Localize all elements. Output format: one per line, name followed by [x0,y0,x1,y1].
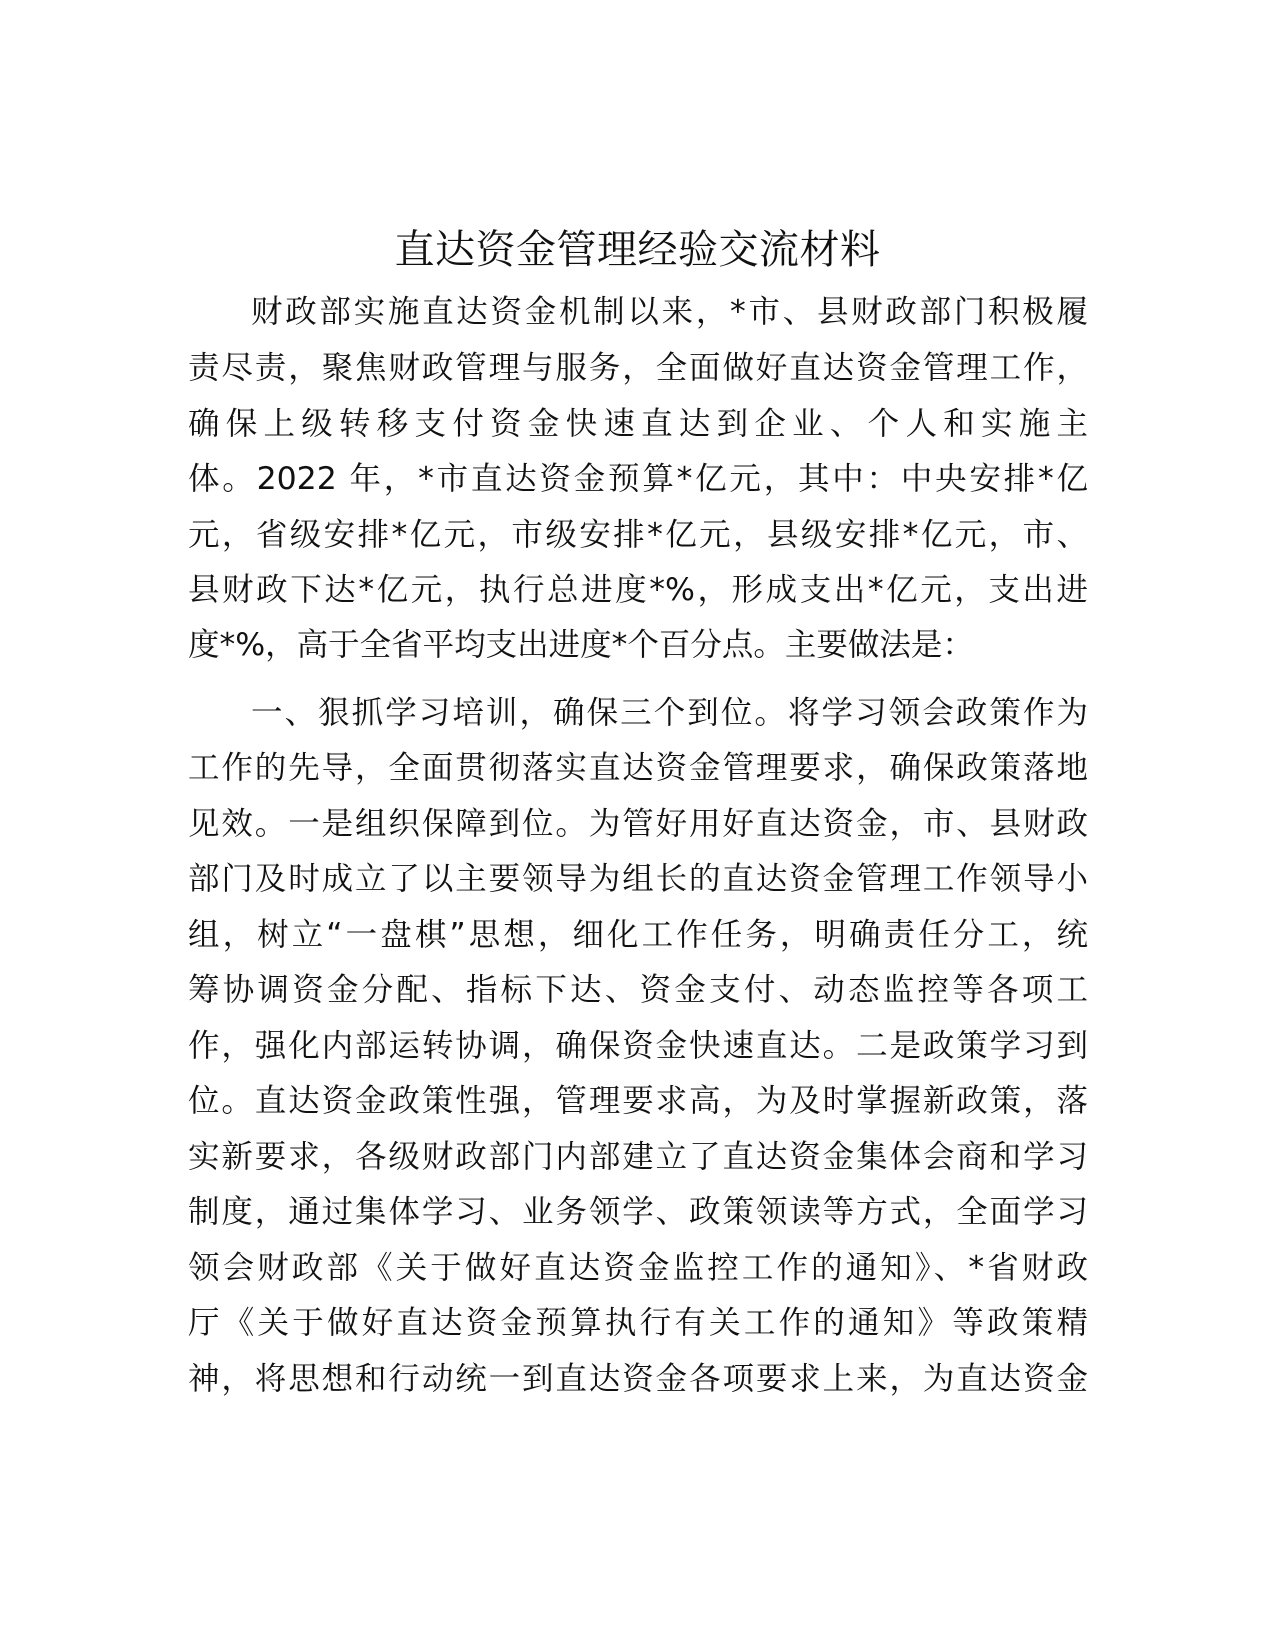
paragraph-1-line-4: 体。2022 年，*市直达资金预算*亿元，其中：中央安排*亿 [188,461,1088,497]
paragraph-2-line-11: 领会财政部《关于做好直达资金监控工作的通知》、*省财政 [188,1250,1088,1286]
paragraph-1-line-3: 确保上级转移支付资金快速直达到企业、个人和实施主 [188,406,1088,442]
paragraph-2-line-6: 筹协调资金分配、指标下达、资金支付、动态监控等各项工 [188,972,1088,1008]
paragraph-2-line-2: 工作的先导，全面贯彻落实直达资金管理要求，确保政策落地 [188,750,1088,786]
paragraph-2-line-7: 作，强化内部运转协调，确保资金快速直达。二是政策学习到 [188,1028,1088,1064]
paragraph-1-line-5: 元，省级安排*亿元，市级安排*亿元，县级安排*亿元，市、 [188,517,1088,553]
paragraph-2-line-5: 组，树立“一盘棋”思想，细化工作任务，明确责任分工，统 [188,917,1088,953]
paragraph-1-line-1: 财政部实施直达资金机制以来，*市、县财政部门积极履 [251,294,1088,330]
paragraph-1-line-2: 责尽责，聚焦财政管理与服务，全面做好直达资金管理工作， [188,350,1088,386]
paragraph-2-line-13: 神，将思想和行动统一到直达资金各项要求上来，为直达资金 [188,1361,1088,1397]
paragraph-2-line-9: 实新要求，各级财政部门内部建立了直达资金集体会商和学习 [188,1139,1088,1175]
document-title: 直达资金管理经验交流材料 [394,227,881,273]
paragraph-2-line-1: 一、狠抓学习培训，确保三个到位。将学习领会政策作为 [251,695,1088,731]
paragraph-2-line-12: 厅《关于做好直达资金预算执行有关工作的通知》等政策精 [188,1305,1088,1341]
paragraph-2-line-4: 部门及时成立了以主要领导为组长的直达资金管理工作领导小 [188,861,1088,897]
paragraph-2-line-8: 位。直达资金政策性强，管理要求高，为及时掌握新政策，落 [188,1083,1088,1119]
paragraph-2-line-10: 制度，通过集体学习、业务领学、政策领读等方式，全面学习 [188,1194,1088,1230]
paragraph-1-line-7: 度*%，高于全省平均支出进度*个百分点。主要做法是： [188,627,974,663]
paragraph-1-line-6: 县财政下达*亿元，执行总进度*%，形成支出*亿元，支出进 [188,572,1088,608]
paragraph-2-line-3: 见效。一是组织保障到位。为管好用好直达资金，市、县财政 [188,806,1088,842]
